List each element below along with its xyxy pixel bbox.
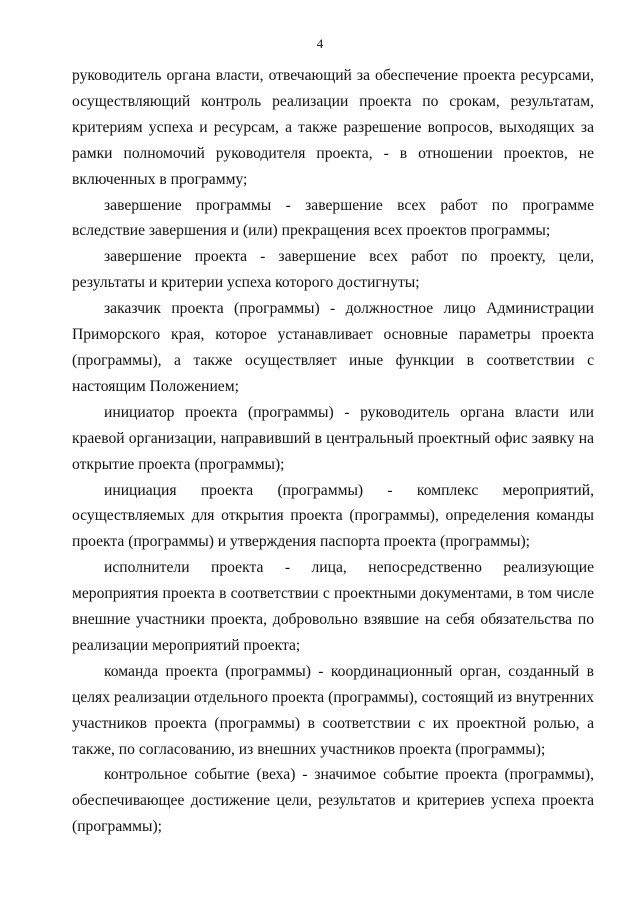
paragraph-5: инициатор проекта (программы) - руководитель органа власти или краевой организации, направивший в центральный проектный офис заявку на открытие проекта (программы); (72, 403, 594, 473)
paragraph-7: исполнители проекта - лица, непосредственно реализующие мероприятия проекта в соответствии с проектными документами, в том числе внешние участники проекта, добровольно взявшие на себя обязательства по реализации мероприятий проекта; (72, 559, 594, 654)
paragraph-9: контрольное событие (веха) - значимое событие проекта (программы), обеспечивающее достижение цели, результатов и критериев успеха проекта (программы); (72, 766, 594, 836)
paragraph-2: завершение программы - завершение всех работ по программе вследствие завершения и (или) прекращения всех проектов программы; (72, 196, 594, 240)
paragraph-8: команда проекта (программы) - координационный орган, созданный в целях реализации отдельного проекта (программы), состоящий из внутренних участников проекта (программы) в соответствии с их проектной ролью, а также, по согласованию, из внешних участников проекта (программы); (72, 662, 594, 758)
page-number: 4 (316, 36, 324, 51)
paragraph-6: инициация проекта (программы) - комплекс мероприятий, осуществляемых для открытия проекта (программы), определения команды проекта (программы) и утверждения паспорта проекта (программы); (72, 481, 594, 551)
document-body (72, 63, 594, 840)
paragraph-1: руководитель органа власти, отвечающий за обеспечение проекта ресурсами, осуществляющий контроль реализации проекта по срокам, результатам, критериям успеха и ресурсам, а также разрешение вопросов, выходящих за рамки полномочий руководителя проекта, - в отношении проектов, не включенных в программу; (72, 67, 594, 188)
paragraph-4: заказчик проекта (программы) - должностное лицо Администрации Приморского края, которое устанавливает основные параметры проекта (программы), а также осуществляет иные функции в соответствии с настоящим Положением; (72, 300, 594, 395)
paragraph-3: завершение проекта - завершение всех работ по проекту, цели, результаты и критерии успеха которого достигнуты; (72, 248, 594, 292)
